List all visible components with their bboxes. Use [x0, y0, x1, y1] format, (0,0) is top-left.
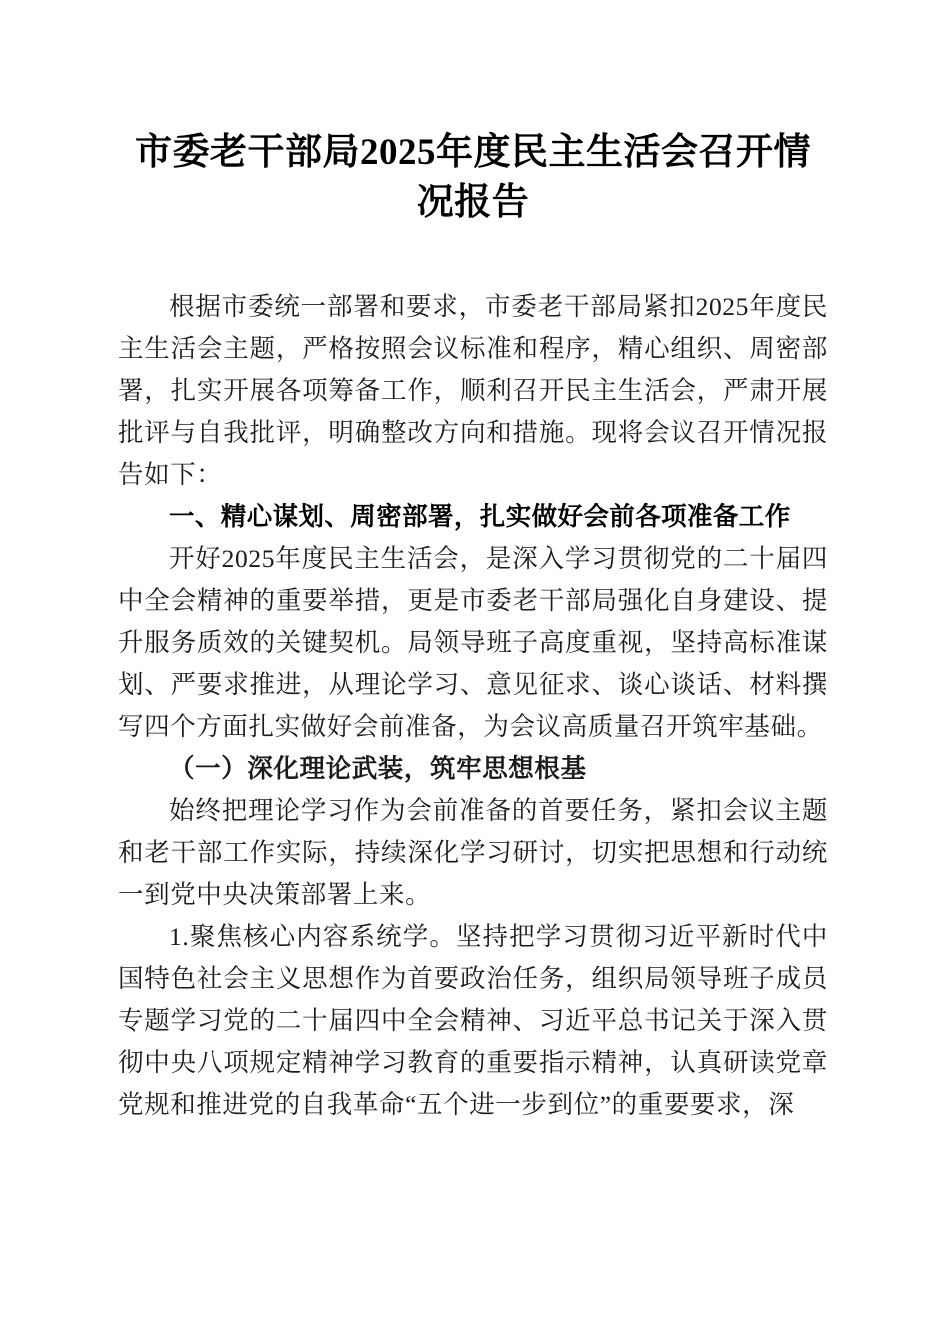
page-title: 市委老干部局2025年度民主生活会召开情况报告	[135, 132, 811, 223]
paragraph-subsection-1-1-intro: 始终把理论学习作为会前准备的首要任务，紧扣会议主题和老干部工作实际，持续深化学习研讨，切实把思想和行动统一到党中央决策部署上来。	[118, 796, 828, 909]
heading-subsection-1-1: （一）深化理论武装，筑牢思想根基	[169, 754, 587, 783]
page-content-area	[118, 0, 828, 1126]
paragraph-intro: 根据市委统一部署和要求，市委老干部局紧扣2025年度民主生活会主题，严格按照会议标准和程序，精心组织、周密部署，扎实开展各项筹备工作，顺利召开民主生活会，严肃开展批评与自我批评，明确整改方向和措施。现将会议召开情况报告如下：	[118, 292, 828, 489]
paragraph-section-1-intro: 开好2025年度民主生活会，是深入学习贯彻党的二十届四中全会精神的重要举措，更是市委老干部局强化自身建设、提升服务质效的关键契机。局领导班子高度重视，坚持高标准谋划、严要求推进，从理论学习、意见征求、谈心谈话、材料撰写四个方面扎实做好会前准备，为会议高质量召开筑牢基础。	[118, 544, 828, 741]
paragraph-item-1-1-1: 1.聚焦核心内容系统学。坚持把学习贯彻习近平新时代中国特色社会主义思想作为首要政治任务，组织局领导班子成员专题学习党的二十届四中全会精神、习近平总书记关于深入贯彻中央八项规定精神学习教育的重要指示精神，认真研读党章党规和推进党的自我革命“五个进一步到位”的重要要求，深	[118, 922, 828, 1119]
heading-section-1: 一、精心谋划、周密部署，扎实做好会前各项准备工作	[169, 503, 791, 531]
